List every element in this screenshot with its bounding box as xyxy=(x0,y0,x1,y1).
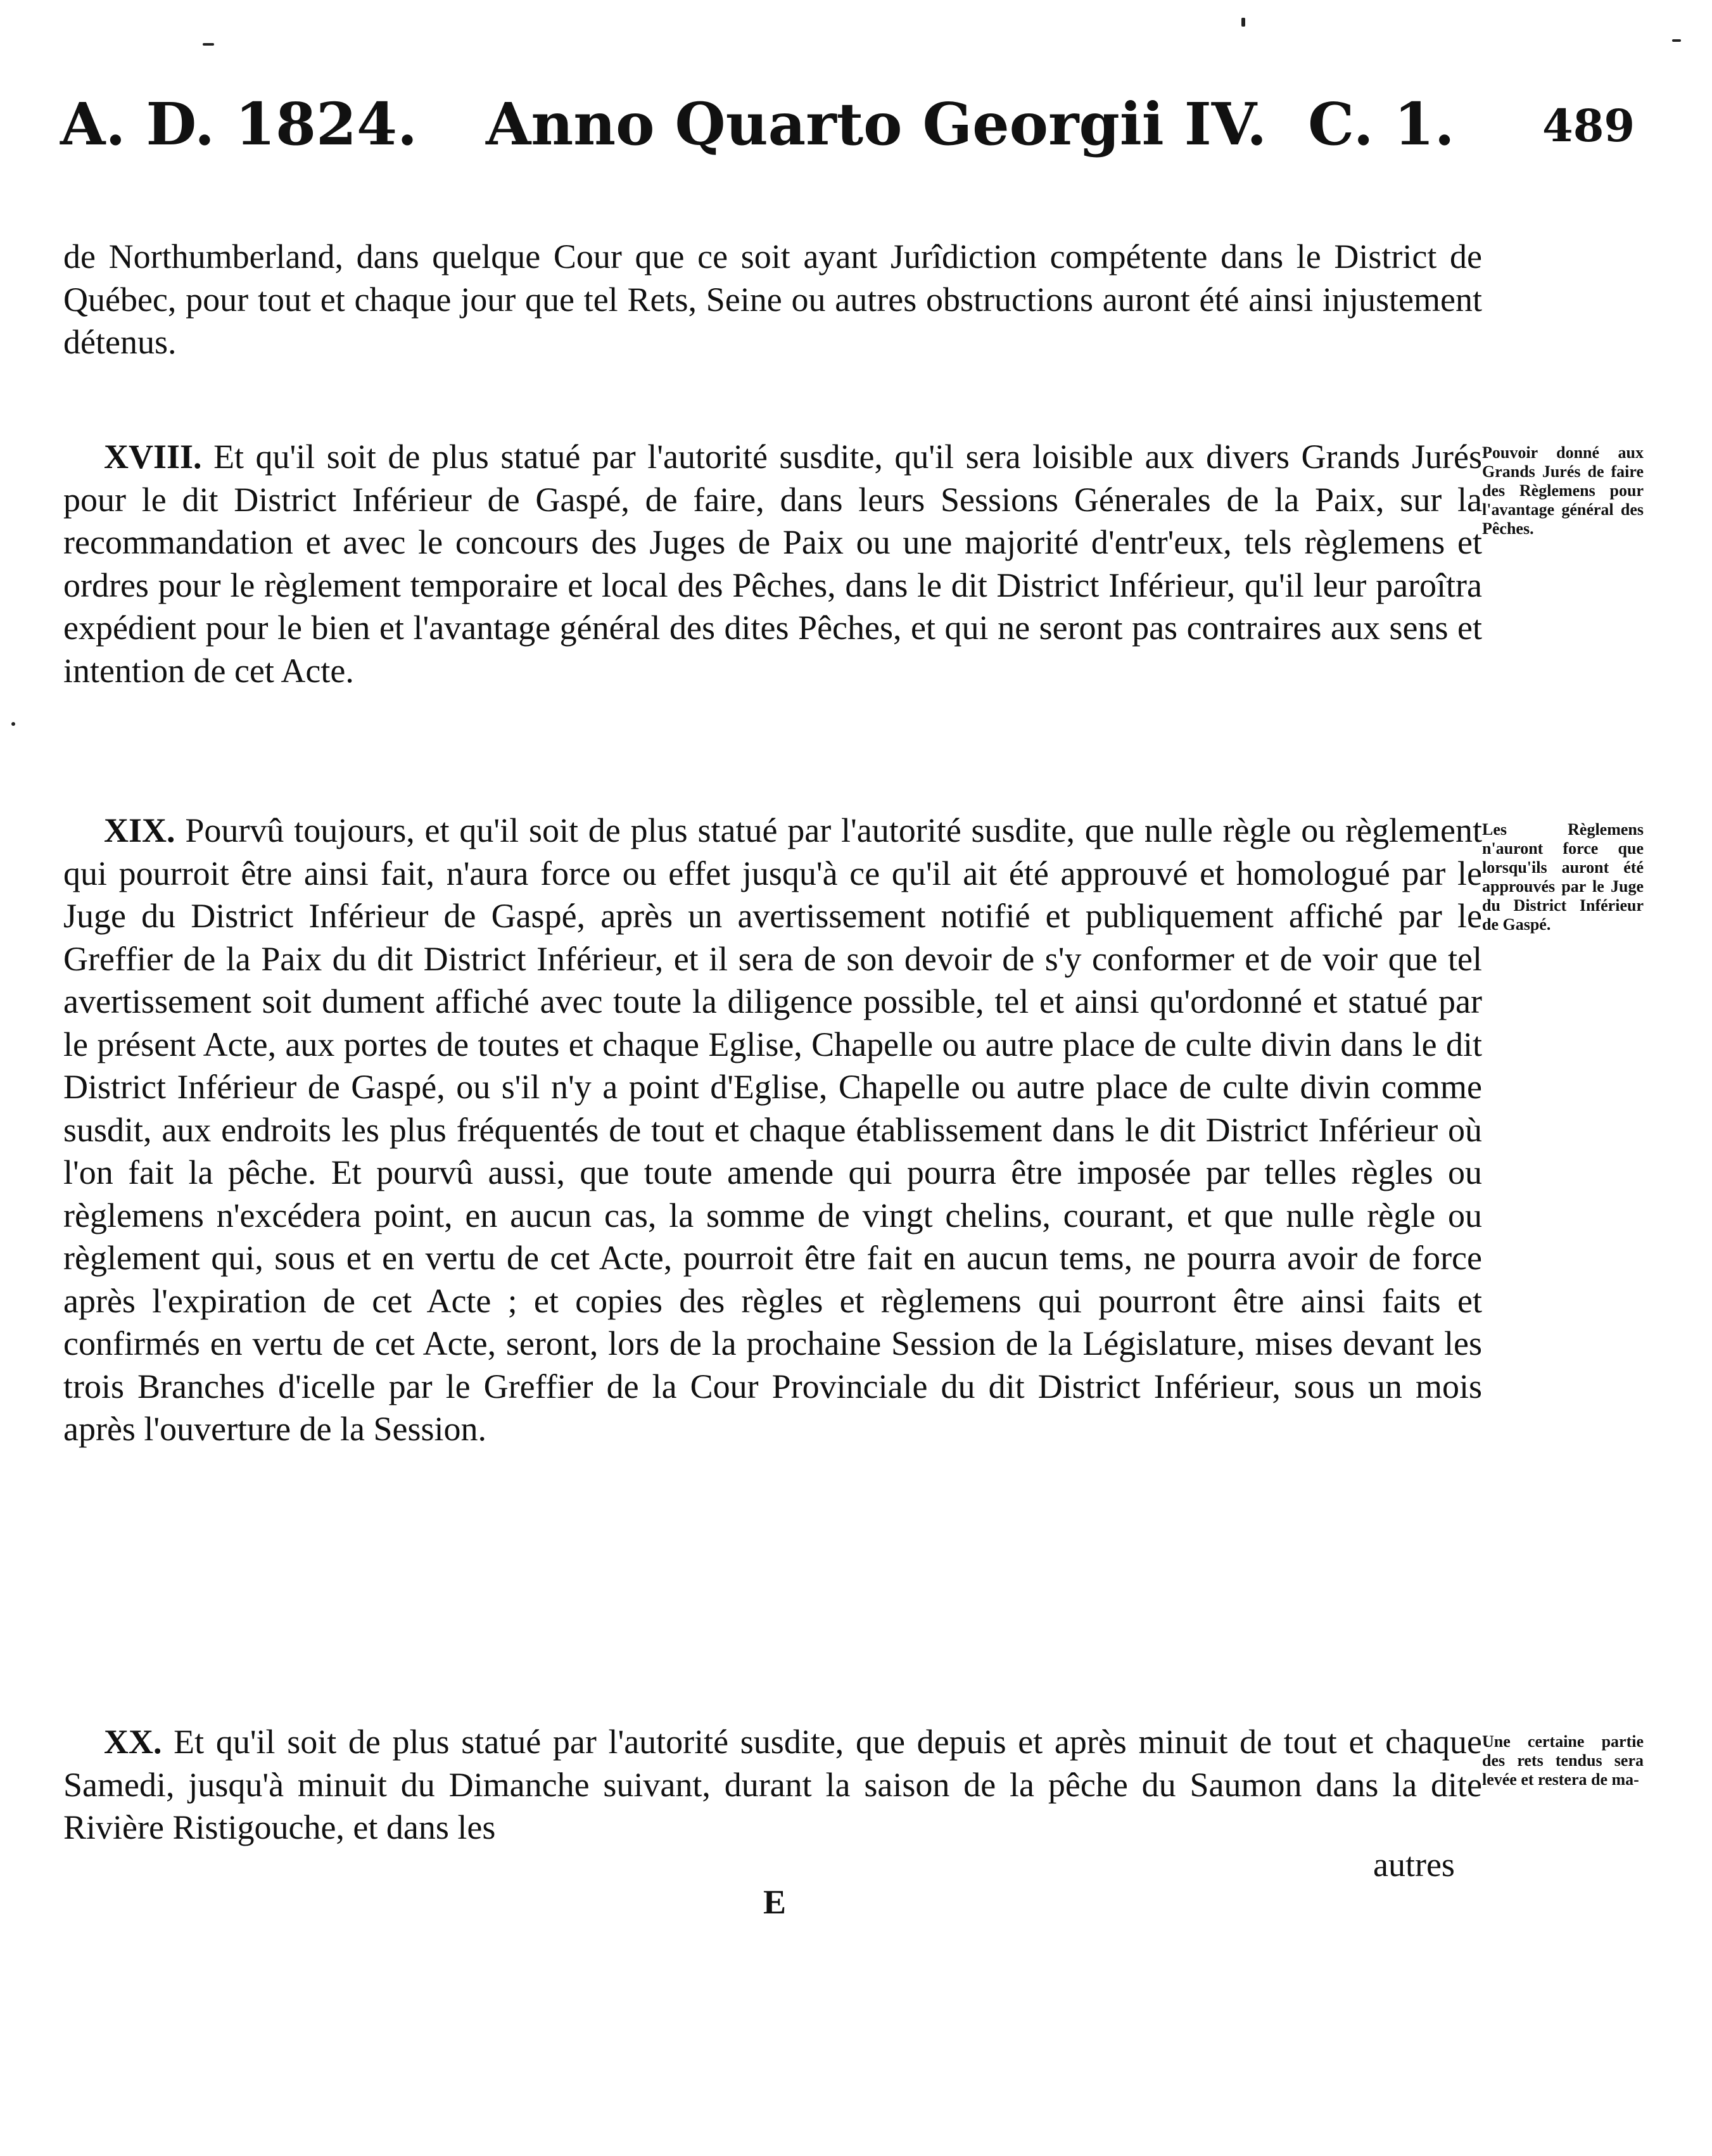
section-18-paragraph xyxy=(63,436,1482,692)
continuation-paragraph: de Northumberland, dans quelque Cour que ce soit ayant Jurîdiction compétente dans le District de Québec, pour tout et chaque jour que tel Rets, Seine ou autres obstructions auront été ainsi injustement détenus. xyxy=(63,238,1482,361)
margin-note-section-18: Pouvoir donné aux Grands Jurés de faire des Règlemens pour l'avantage général des Pêches. xyxy=(1482,443,1644,538)
print-speck xyxy=(11,722,15,726)
header-chapter: C. 1. xyxy=(1308,90,1455,158)
catchword: autres xyxy=(1373,1846,1455,1884)
section-18-text: Et qu'il soit de plus statué par l'autorité susdite, qu'il sera loisible aux divers Grands Jurés pour le dit District Inférieur de Gaspé, de faire, dans leurs Sessions Génerales de la Paix, sur la recommandation et avec le concours des Juges de Paix ou une majorité d'entr'eux, tels règlemens et ordres pour le règlement temporaire et local des Pêches, dans le dit District Inférieur, qu'il leur paroîtra expédient pour le bien et l'avantage général des dites Pêches, et qui ne seront pas contraires aux sens et intention de cet Acte. xyxy=(63,438,1483,690)
print-speck xyxy=(1672,39,1681,42)
section-19-text: Pourvû toujours, et qu'il soit de plus statué par l'autorité susdite, que nulle règle ou règlement qui pourroit être ainsi fait, n'aura force ou effet jusqu'à ce qu'il ait été approuvé et homologué par le Juge du District Inférieur de Gaspé, après un avertissement notifié et publiquement affiché par le Greffier de la Paix du dit District Inférieur, et il sera de son devoir de s'y conformer et de voir que tel avertissement soit dument affiché avec toute la diligence possible, tel et ainsi qu'ordonné et statué par le présent Acte, aux portes de toutes et chaque Eglise, Chapelle ou autre place de culte divin dans le dit District Inférieur de Gaspé, ou s'il n'y a point d'Eglise, Chapelle ou autre place de culte divin comme susdit, aux endroits les plus fréquentés de tout et chaque établissement dans le dit District Inférieur où l'on fait la pêche. Et pourvû aussi, que toute amende qui pourra être imposée par telles règles ou règlemens n'excédera point, en aucun cas, la somme de vingt chelins, courant, et que nulle règle ou règlement qui, sous et en vertu de cet Acte, pourroit être fait en aucun tems, ne pourra avoir de force après l'expiration de cet Acte ; et copies des règles et règlemens qui pourront être ainsi faits et confirmés en vertu de cet Acte, seront, lors de la prochaine Session de la Législature, mises devant les trois Branches d'icelle par le Greffier de la Cour Provinciale du dit District Inférieur, sous un mois après l'ouverture de la Session. xyxy=(63,811,1482,1448)
print-speck xyxy=(203,43,214,46)
section-19-number: XIX. xyxy=(104,811,175,849)
header-title: Anno Quarto Georgii IV. xyxy=(486,90,1267,158)
margin-note-section-19: Les Règlemens n'auront force que lorsqu'ils auront été approuvés par le Juge du District Inférieur de Gaspé. xyxy=(1482,820,1644,934)
signature-mark: E xyxy=(763,1883,787,1921)
section-19-paragraph xyxy=(63,809,1482,1451)
section-20-paragraph xyxy=(63,1721,1482,1849)
header-year: A. D. 1824. xyxy=(60,90,418,158)
section-18-number: XVIII. xyxy=(104,438,202,476)
print-speck xyxy=(1241,18,1245,27)
section-20-text: Et qu'il soit de plus statué par l'autorité susdite, que depuis et après minuit de tout et chaque Samedi, jusqu'à minuit du Dimanche suivant, durant la saison de la pêche du Saumon dans la dite Rivière Ristigouche, et dans les xyxy=(63,1723,1483,1846)
section-20-number: XX. xyxy=(104,1723,162,1761)
running-header xyxy=(60,90,1656,184)
page-number: 489 xyxy=(1542,99,1635,152)
margin-note-section-20: Une certaine partie des rets tendus sera levée et restera de ma- xyxy=(1482,1732,1644,1789)
